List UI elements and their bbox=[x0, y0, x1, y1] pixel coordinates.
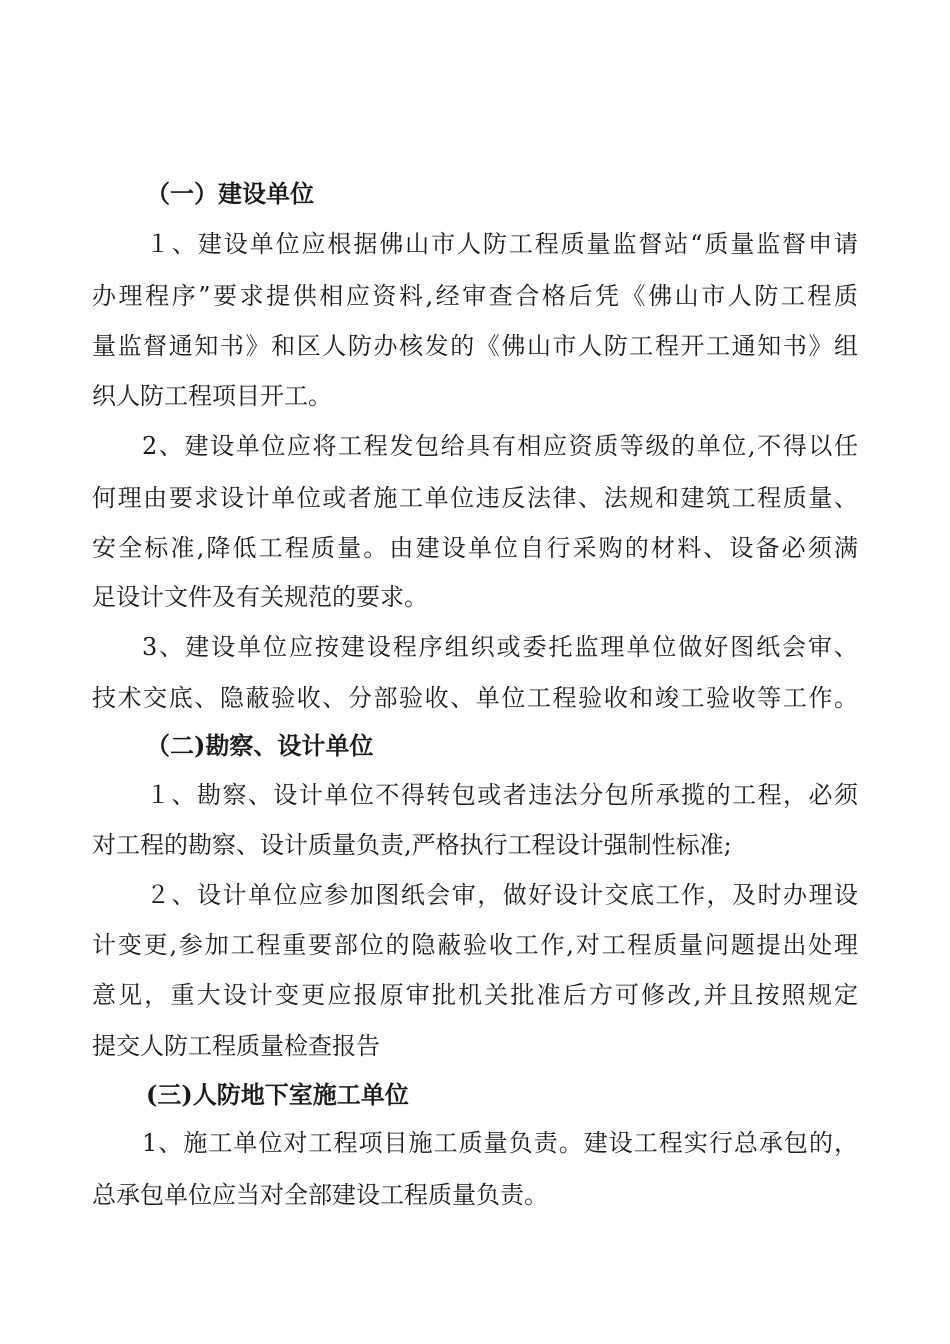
paragraph-line: 提交人防工程质量检查报告 bbox=[92, 1032, 380, 1060]
section-heading: (三)人防地下室施工单位 bbox=[146, 1080, 409, 1109]
section-heading: （一）建设单位 bbox=[146, 179, 314, 208]
paragraph-line: 安全标准,降低工程质量。由建设单位自行采购的材料、设备必须满 bbox=[92, 534, 858, 562]
paragraph-line: 对工程的勘察、设计质量负责,严格执行工程设计强制性标准; bbox=[92, 831, 732, 859]
paragraph-line: 量监督通知书》和区人防办核发的《佛山市人防工程开工通知书》组 bbox=[92, 332, 858, 360]
paragraph-line: １、建设单位应根据佛山市人防工程质量监督站“质量监督申请 bbox=[146, 230, 858, 258]
section-heading: （二)勘察、设计单位 bbox=[146, 731, 374, 760]
paragraph-line: 何理由要求设计单位或者施工单位违反法律、法规和建筑工程质量、 bbox=[92, 484, 858, 512]
paragraph-line: 2、建设单位应将工程发包给具有相应资质等级的单位,不得以任 bbox=[142, 432, 858, 460]
paragraph-line: １、勘察、设计单位不得转包或者违法分包所承揽的工程，必须 bbox=[146, 781, 858, 809]
paragraph-line: ２、设计单位应参加图纸会审，做好设计交底工作，及时办理设 bbox=[146, 881, 858, 909]
paragraph-line: 办理程序”要求提供相应资料,经审查合格后凭《佛山市人防工程质 bbox=[92, 282, 858, 310]
paragraph-line: 意见，重大设计变更应报原审批机关批准后方可修改,并且按照规定 bbox=[92, 981, 858, 1009]
paragraph-line: 织人防工程项目开工。 bbox=[92, 382, 332, 410]
paragraph-line: 1、施工单位对工程项目施工质量负责。建设工程实行总承包的， bbox=[142, 1129, 858, 1157]
paragraph-line: 3、建设单位应按建设程序组织或委托监理单位做好图纸会审、 bbox=[142, 633, 858, 661]
paragraph-line: 足设计文件及有关规范的要求。 bbox=[92, 583, 428, 611]
paragraph-line: 总承包单位应当对全部建设工程质量负责。 bbox=[92, 1181, 548, 1209]
paragraph-line: 技术交底、隐蔽验收、分部验收、单位工程验收和竣工验收等工作。 bbox=[92, 684, 858, 712]
paragraph-line: 计变更,参加工程重要部位的隐蔽验收工作,对工程质量问题提出处理 bbox=[92, 931, 858, 959]
